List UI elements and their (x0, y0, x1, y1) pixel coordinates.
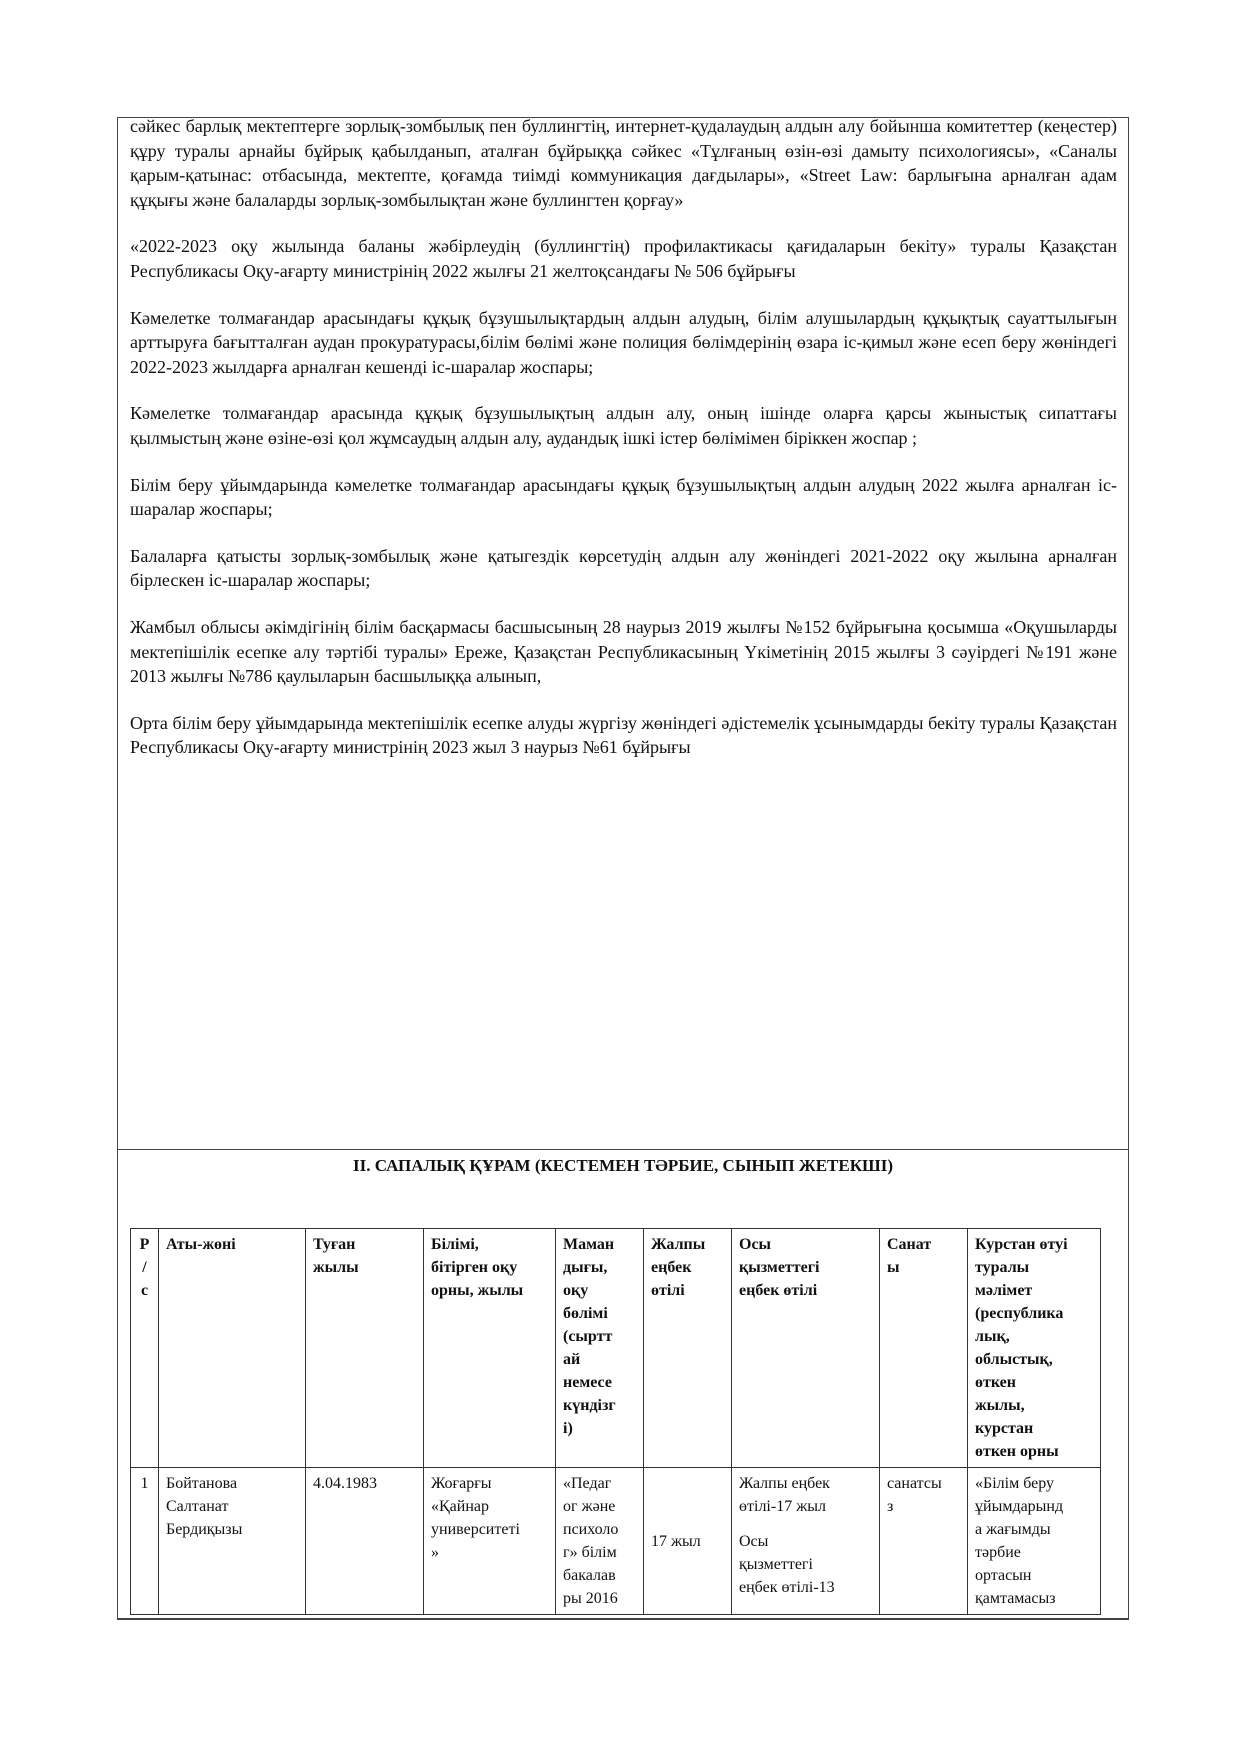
header-cell: Р / с (131, 1229, 159, 1468)
header-cell: Санат ы (880, 1229, 968, 1468)
education-cell: Жоғарғы «Қайнар университеті » (424, 1468, 556, 1615)
header-cell: Білімі, бітірген оқу орны, жылы (424, 1229, 556, 1468)
specialty-cell: «Педаг ог және психоло г» білім бакалав ры 2016 (556, 1468, 644, 1615)
section-title: II. САПАЛЫҚ ҚҰРАМ (КЕСТЕМЕН ТӘРБИЕ, СЫНЫП ЖЕТЕКШІ) (352, 1156, 893, 1175)
position-experience-current: Осы қызметтегі еңбек өтілі-13 (739, 1533, 835, 1596)
regulations-section (118, 118, 1128, 1150)
paragraph: «2022-2023 оқу жылында баланы жәбірлеудің (буллингтің) профилактикасы қағидаларын бекіту» туралы Қазақстан Республикасы Оқу-ағарту министрінің 2022 жылғы 21 желтоқсандағы № 506 бұйрығы (130, 236, 1117, 281)
staff-table (130, 1228, 1101, 1615)
paragraph: Орта білім беру ұйымдарында мектепішілік есепке алуды жүргізу жөніндегі әдістемелік ұсынымдарды бекіту туралы Қазақстан Республикасы Оқу-ағарту министрінің 2023 жыл 3 наурыз №61 бұйрығы (130, 712, 1117, 758)
paragraph: Кәмелетке толмағандар арасындағы құқық бұзушылықтардың алдын алудың, білім алушылардың құқықтық сауаттылығын арттыруға бағытталған аудан прокуратурасы,білім бөлімі және полиция бөлімдерінің өзара іс-қимыл және есеп беру жөніндегі 2022-2023 жылдарға арналған кешенді іс-шаралар жоспары; (130, 307, 1117, 377)
birth-cell: 4.04.1983 (306, 1468, 424, 1615)
header-cell: Аты-жөні (159, 1229, 306, 1468)
header-cell: Жалпы еңбек өтілі (644, 1229, 732, 1468)
row-number: 1 (131, 1468, 159, 1615)
category-cell: санатсы з (880, 1468, 968, 1615)
document-frame (117, 117, 1129, 1620)
paragraph: Жамбыл облысы әкімдігінің білім басқармасы басшысының 28 наурыз 2019 жылғы №152 бұйрығына қосымша «Оқушыларды мектепішілік есепке алу тәртібі туралы» Ереже, Қазақстан Республикасының Үкіметінің 2015 жылғы 3 сәуірдегі №191 және 2013 жылғы №786 қаулыларын басшылыққа алынып, (130, 616, 1117, 687)
paragraph: Балаларға қатысты зорлық-зомбылық және қатыгездік көрсетудің алдын алу жөніндегі 2021-2022 оқу жылына арналған бірлескен іс-шаралар жоспары; (130, 545, 1117, 591)
name-cell: Бойтанова Салтанат Бердиқызы (159, 1468, 306, 1615)
header-cell: Туған жылы (306, 1229, 424, 1468)
header-cell: Маман дығы, оқу бөлімі (сыртт ай немесе күндізг і) (556, 1229, 644, 1468)
paragraph: сәйкес барлық мектептерге зорлық-зомбылық пен буллингтің, интернет-қудалаудың алдын алу бойынша комитеттер (кеңестер) құру туралы арнайы бұйрық қабылданып, аталған бұйрыққа сәйкес «Тұлғаның өзін-өзі дамыту психологиясы», «Саналы қарым-қатынас: отбасында, мектепте, қоғамда тиімді коммуникация дағдылары», «Street Law: барлығына арналған адам құқығы және балаларды зорлық-зомбылықтан және буллингтен қорғау» (130, 116, 1117, 210)
header-cell: Курстан өтуі туралы мәлімет (республика лық, облыстық, өткен жылы, курстан өткен орны (968, 1229, 1101, 1468)
position-experience-total: Жалпы еңбек өтілі-17 жыл (739, 1475, 830, 1515)
table-header-row (131, 1229, 1101, 1468)
staff-section (118, 1150, 1128, 1619)
total-experience-cell: 17 жыл (644, 1468, 732, 1615)
header-cell: Осы қызметтегі еңбек өтілі (732, 1229, 880, 1468)
paragraph: Білім беру ұйымдарында кәмелетке толмағандар арасындағы құқық бұзушылықтың алдын алудың 2022 жылға арналған іс-шаралар жоспары; (130, 474, 1117, 520)
courses-cell: «Білім беру ұйымдарынд а жағымды тәрбие ортасын қамтамасыз (968, 1468, 1101, 1615)
position-experience-cell (732, 1468, 880, 1615)
paragraph: Кәмелетке толмағандар арасында құқық бұзушылықтың алдын алу, оның ішінде оларға қарсы жыныстық сипаттағы қылмыстың және өзіне-өзі қол жұмсаудың алдын алу, аудандық ішкі істер бөлімімен біріккен жоспар ; (130, 403, 1117, 448)
table-row (131, 1468, 1101, 1615)
